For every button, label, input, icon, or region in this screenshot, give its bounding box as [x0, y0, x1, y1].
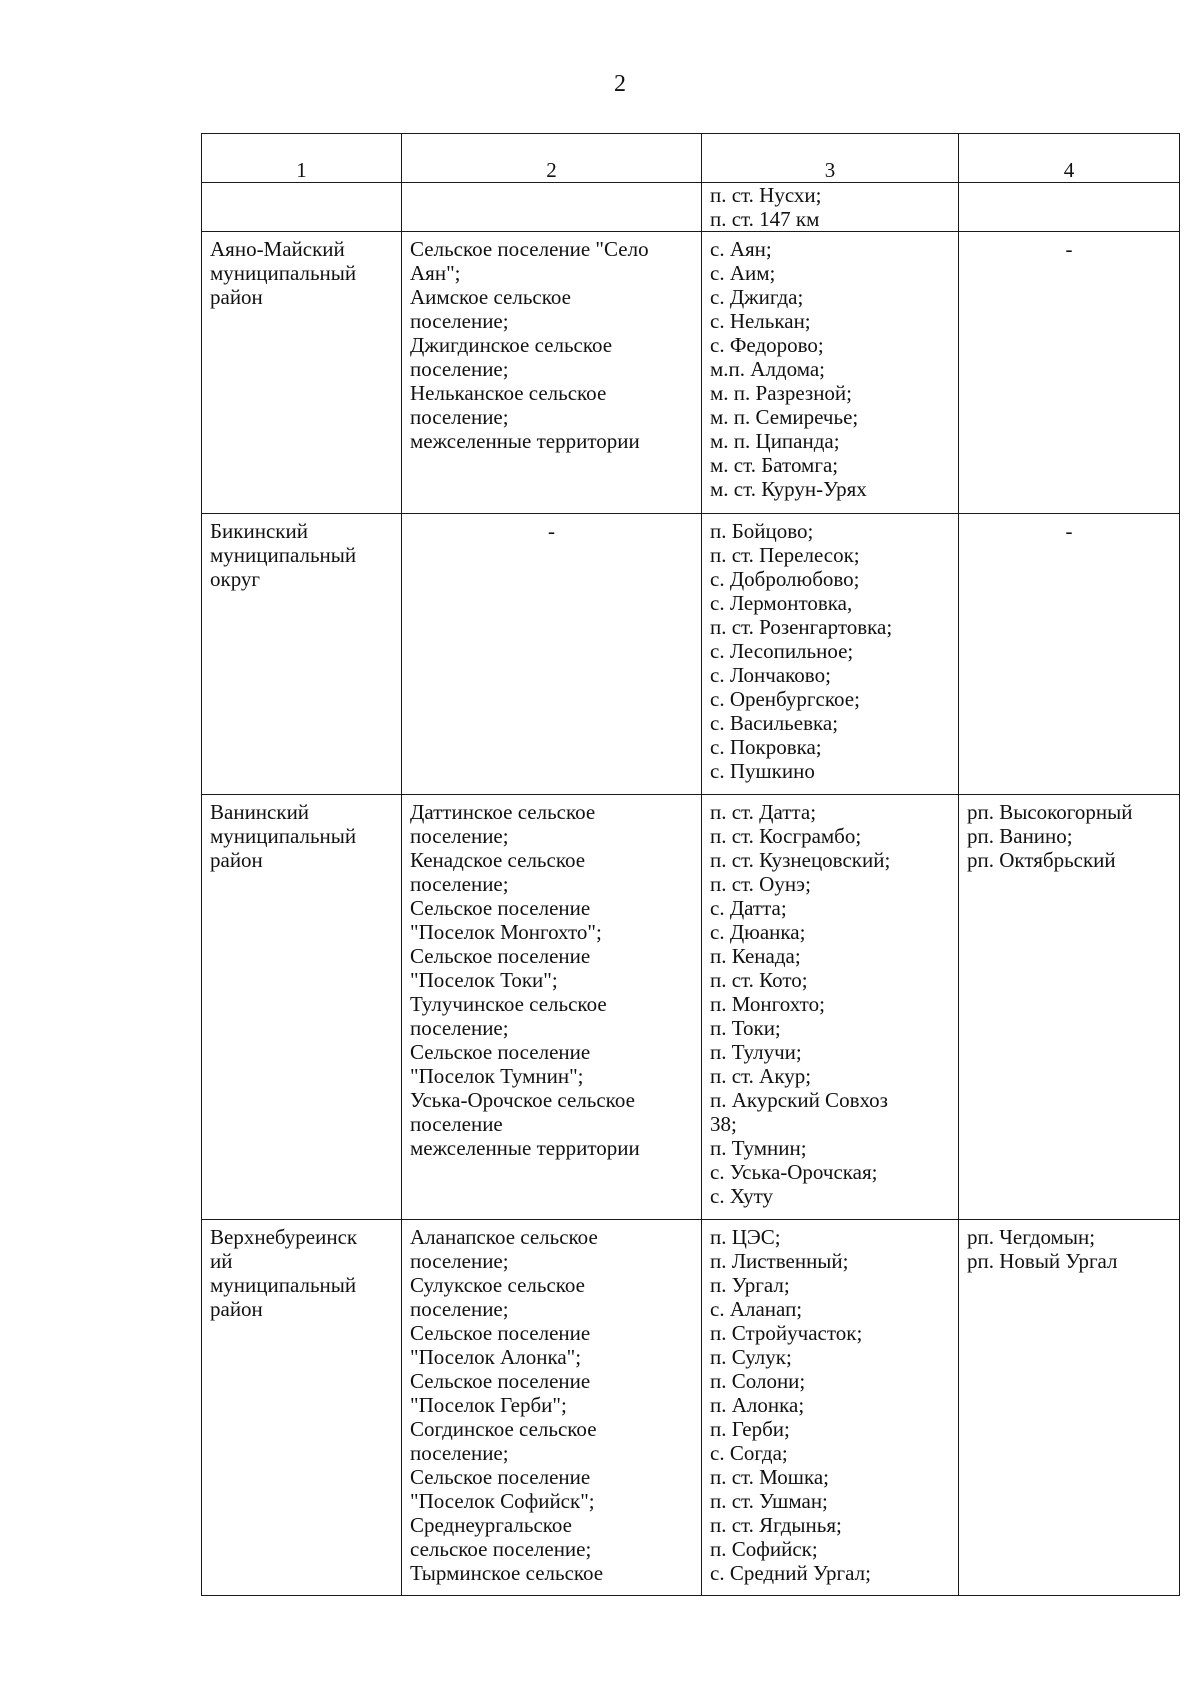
- settlement-cell: -: [402, 514, 702, 795]
- locality-cell: п. ст. Нусхи; п. ст. 147 км: [702, 183, 959, 232]
- urban-settlement-cell: рп. Чегдомын; рп. Новый Ургал: [959, 1220, 1180, 1596]
- urban-settlement-cell: [959, 183, 1180, 232]
- district-cell: Аяно-Майский муниципальный район: [202, 232, 402, 514]
- urban-settlement-cell: рп. Высокогорный рп. Ванино; рп. Октябрьский: [959, 795, 1180, 1220]
- settlements-table: [201, 133, 1180, 1596]
- column-header-4: 4: [959, 134, 1180, 183]
- table-row: [202, 514, 1180, 795]
- table-row: [202, 795, 1180, 1220]
- settlement-cell: Даттинское сельское поселение; Кенадское сельское поселение; Сельское поселение "Поселок Монгохто"; Сельское поселение "Поселок Токи"; Тулучинское сельское поселение; Сельское поселение "Поселок Тумнин"; Уська-Орочское сельское поселение межселенные территории: [402, 795, 702, 1220]
- urban-settlement-cell: -: [959, 514, 1180, 795]
- locality-cell: п. Бойцово; п. ст. Перелесок; с. Добролюбово; с. Лермонтовка, п. ст. Розенгартовка; с. Лесопильное; с. Лончаково; с. Оренбургское; с. Васильевка; с. Покровка; с. Пушкино: [702, 514, 959, 795]
- settlement-cell: Сельское поселение "Село Аян"; Аимское сельское поселение; Джигдинское сельское поселение; Нельканское сельское поселение; межселенные территории: [402, 232, 702, 514]
- table-row: [202, 1220, 1180, 1596]
- settlement-cell: [402, 183, 702, 232]
- table-row: [202, 232, 1180, 514]
- column-header-3: 3: [702, 134, 959, 183]
- district-cell: Бикинский муниципальный округ: [202, 514, 402, 795]
- page-number: 2: [614, 71, 626, 97]
- locality-cell: п. ЦЭС; п. Лиственный; п. Ургал; с. Аланап; п. Стройучасток; п. Сулук; п. Солони; п. Алонка; п. Герби; с. Согда; п. ст. Мошка; п. ст. Ушман; п. ст. Ягдынья; п. Софийск; с. Средний Ургал;: [702, 1220, 959, 1596]
- settlement-cell: Аланапское сельское поселение; Сулукское сельское поселение; Сельское поселение "Поселок Алонка"; Сельское поселение "Поселок Герби"; Согдинское сельское поселение; Сельское поселение "Поселок Софийск"; Среднеургальское сельское поселение; Тырминское сельское: [402, 1220, 702, 1596]
- district-cell: [202, 183, 402, 232]
- urban-settlement-cell: -: [959, 232, 1180, 514]
- locality-cell: п. ст. Датта; п. ст. Косграмбо; п. ст. Кузнецовский; п. ст. Оунэ; с. Датта; с. Дюанка; п. Кенада; п. ст. Кото; п. Монгохто; п. Токи; п. Тулучи; п. ст. Акур; п. Акурский Совхоз 38; п. Тумнин; с. Уська-Орочская; с. Хуту: [702, 795, 959, 1220]
- column-header-1: 1: [202, 134, 402, 183]
- locality-cell: с. Аян; с. Аим; с. Джигда; с. Нелькан; с. Федорово; м.п. Алдома; м. п. Разрезной; м. п. Семиречье; м. п. Ципанда; м. ст. Батомга; м. ст. Курун-Урях: [702, 232, 959, 514]
- column-header-2: 2: [402, 134, 702, 183]
- table-header-row: [202, 134, 1180, 183]
- table-row: [202, 183, 1180, 232]
- district-cell: Верхнебуреинск ий муниципальный район: [202, 1220, 402, 1596]
- district-cell: Ванинский муниципальный район: [202, 795, 402, 1220]
